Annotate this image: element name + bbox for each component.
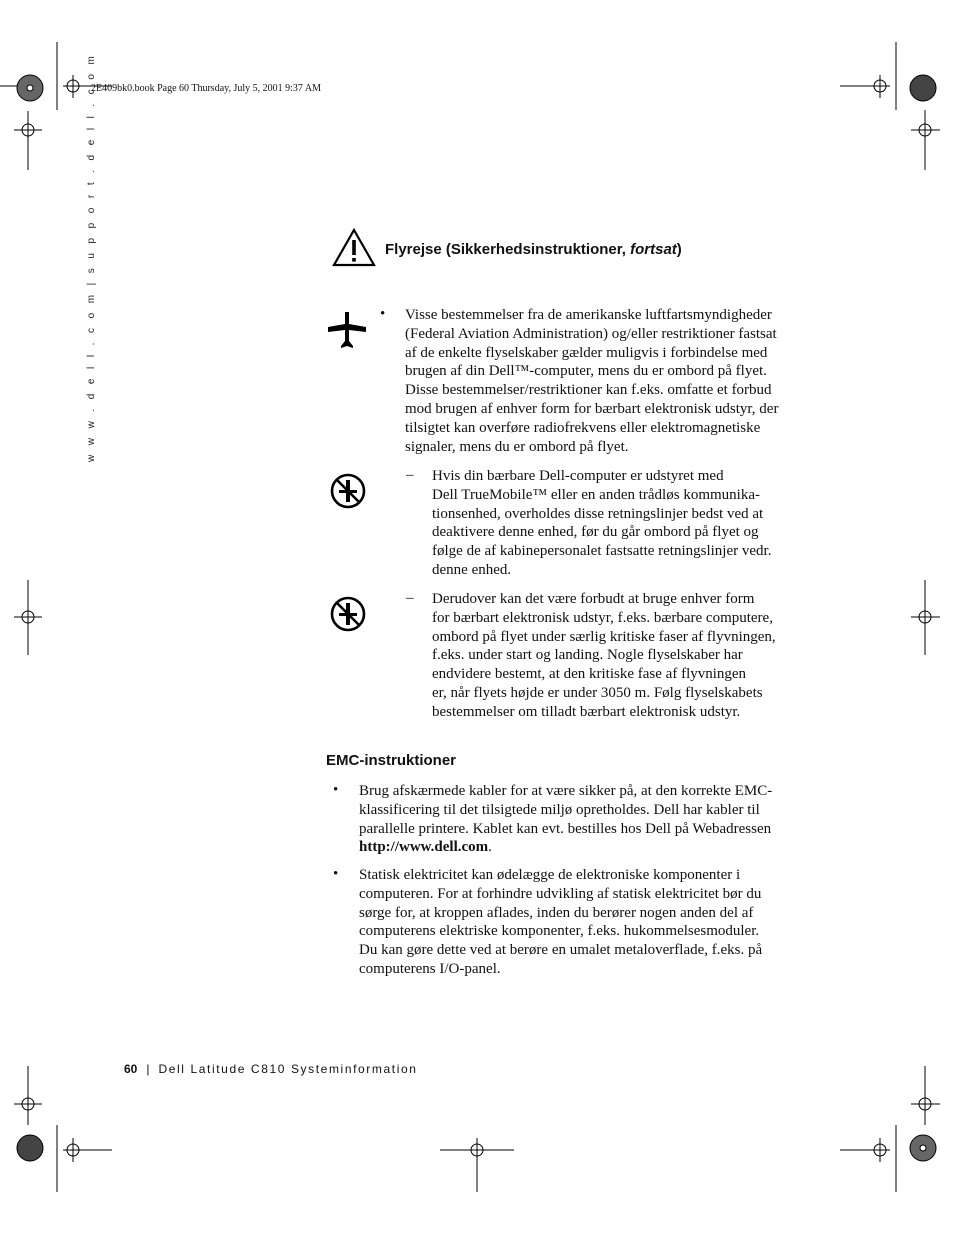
text-line: Visse bestemmelser fra de amerikanske luftfartsmyndigheder (405, 307, 772, 323)
text-line: Disse bestemmelser/restriktioner kan f.eks. omfatte et forbud (405, 382, 772, 399)
text-line: mod brugen af enhver form for bærbart elektronisk udstyr, der (405, 400, 779, 417)
text-line: brugen af din Dell™-computer, mens du er ombord på flyet. (405, 363, 767, 380)
no-wireless-icon (329, 472, 367, 510)
period: . (488, 839, 492, 856)
page-footer (124, 1062, 418, 1076)
dell-url-link[interactable]: http://www.dell.com (359, 839, 489, 856)
section-title-main: Flyrejse (Sikkerhedsinstruktioner, (385, 241, 631, 258)
flight-bullet-1 (405, 306, 815, 456)
text-line: f.eks. under start og landing. Nogle flyselskaber har (432, 647, 743, 664)
section-title (385, 241, 682, 258)
text-line: denne enhed. (432, 561, 512, 578)
text-line: bestemmelser om tilladt bærbart elektronisk udstyr. (432, 703, 741, 720)
emc-bullet-2 (359, 866, 819, 979)
text-line: Dell TrueMobile™ eller en anden trådløs kommunika- (432, 486, 760, 503)
footer-separator: | (146, 1062, 150, 1076)
text-line: Derudover kan det være forbudt at bruge enhver form (432, 591, 755, 607)
text-line: er, når flyets højde er under 3050 m. Følg flyselskabets (432, 684, 763, 701)
print-header: 2E409bk0.book Page 60 Thursday, July 5, 2001 9:37 AM (91, 83, 321, 94)
text-line: computeren. For at forhindre udvikling af statisk elektricitet bør du (359, 885, 762, 902)
dash-marker: – (406, 467, 414, 483)
warning-triangle-icon (332, 228, 376, 268)
text-line: ombord på flyet under særlig kritiske faser af flyvningen, (432, 628, 776, 645)
text-line: computerens elektriske komponenter, f.eks. hukommelsesmoduler. (359, 923, 760, 940)
no-electronics-icon (329, 595, 367, 633)
section-title-italic: fortsat (630, 241, 677, 258)
text-line: Brug afskærmede kabler for at være sikker på, at den korrekte EMC- (359, 783, 773, 799)
text-line: følge de af kabinepersonalet fastsatte retningslinjer vedr. (432, 543, 772, 560)
text-line: tionsenhed, overholdes disse retningslinjer bedst ved at (432, 505, 764, 522)
text-line: Hvis din bærbare Dell-computer er udstyret med (432, 468, 724, 484)
text-line: deaktivere denne enhed, før du går ombord på flyet og (432, 524, 759, 541)
text-line: af de enkelte flyselskaber gælder muligvis i forbindelse med (405, 344, 768, 361)
emc-bullet-1 (359, 782, 819, 857)
page-number: 60 (124, 1062, 138, 1076)
text-line: Statisk elektricitet kan ødelægge de elektroniske komponenter i (359, 867, 741, 883)
bullet-marker: • (380, 306, 386, 322)
bullet-marker: • (333, 866, 339, 882)
side-url: w w w . d e l l . c o m | s u p p o r t . d e l l . c o m (86, 52, 97, 462)
flight-dash-1 (432, 467, 822, 580)
text-line: computerens I/O-panel. (359, 960, 501, 977)
text-line: sørge for, at kroppen aflades, inden du berører nogen anden del af (359, 904, 754, 921)
text-line: signaler, mens du er ombord på flyet. (405, 438, 629, 455)
text-line (359, 838, 819, 857)
text-line: endvidere bestemt, at den kritiske fase af flyvningen (432, 666, 747, 683)
flight-dash-2 (432, 590, 822, 722)
text-line: parallelle printere. Kablet kan evt. bestilles hos Dell på Webadressen (359, 820, 772, 837)
text-line: (Federal Aviation Administration) og/eller restriktioner fastsat (405, 325, 777, 342)
text-line: klassificering til det tilsigtede miljø opretholdes. Dell har kabler til (359, 801, 760, 818)
emc-heading: EMC-instruktioner (326, 752, 457, 769)
section-title-end: ) (676, 241, 682, 258)
footer-doc-title: Dell Latitude C810 Systeminformation (158, 1062, 418, 1076)
airplane-icon (326, 310, 368, 350)
dash-marker: – (406, 590, 414, 606)
text-line: tilsigtet kan overføre radiofrekvens eller elektromagnetiske (405, 419, 761, 436)
text-line: Du kan gøre dette ved at berøre en umalet metaloverflade, f.eks. på (359, 942, 763, 959)
text-line: for bærbart elektronisk udstyr, f.eks. bærbare computere, (432, 609, 773, 626)
bullet-marker: • (333, 782, 339, 798)
